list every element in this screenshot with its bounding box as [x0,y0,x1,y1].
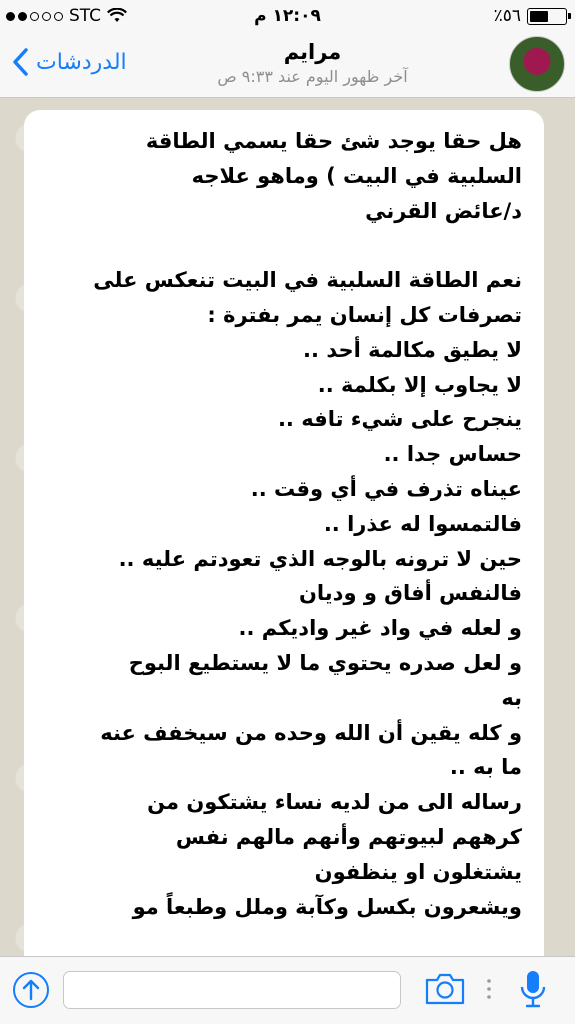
status-bar [0,0,575,32]
back-button-label: الدردشات [36,49,127,75]
microphone-icon[interactable] [518,969,548,1009]
battery-fill [530,11,548,22]
input-bar [0,956,575,1024]
message-line: و كله يقين أن الله وحده من سيخفف عنه [100,720,522,745]
chat-header [0,32,575,98]
message-line: حين لا ترونه بالوجه الذي تعودتم عليه .. [118,546,522,571]
message-input[interactable] [63,971,401,1009]
message-line: عيناه تذرف في أي وقت .. [250,476,522,501]
contact-name: مرايم [283,40,342,64]
status-right [494,6,567,26]
status-time: ١٢:٠٩ م [254,6,321,26]
message-line: ينجرح على شيء تافه .. [277,407,522,432]
message-line: السلبية في البيت ) وماهو علاجه [191,163,522,188]
last-seen: آخر ظهور اليوم عند ٩:٣٣ ص [217,67,408,86]
message-line: ويشعرون بكسل وكآبة وملل وطبعاً مو [132,894,522,919]
message-line: به [501,685,522,710]
message-line: فالنفس أفاق و وديان [298,581,522,606]
battery-nub [568,13,571,19]
battery-icon [527,8,567,25]
chevron-left-icon [10,46,32,78]
contact-info[interactable] [140,40,485,86]
chat-area[interactable] [0,98,575,956]
message-line: تصرفات كل إنسان يمر بفترة : [207,302,522,327]
message-line: ما به .. [449,755,522,780]
message-line [46,228,522,263]
message-line: يشتغلون او ينظفون [314,859,522,884]
message-line: حساس جدا .. [383,442,522,467]
avatar[interactable] [509,36,565,92]
message-bubble[interactable] [24,110,544,956]
carrier-name: STC [69,6,102,26]
upload-arrow-icon[interactable] [12,971,50,1009]
message-line: لا يجاوب إلا بكلمة .. [317,372,522,397]
message-line: د/عائض القرني [365,198,522,223]
message-line: و لعل صدره يحتوي ما لا يستطيع البوح [128,650,522,675]
back-button[interactable] [10,46,127,78]
message-line: كرههم لبيوتهم وأنهم مالهم نفس [175,824,522,849]
message-line: فالتمسوا له عذرا .. [323,511,522,536]
message-line: هل حقا يوجد شئ حقا يسمي الطاقة [145,129,522,153]
message-line: و لعله في واد غير واديكم .. [238,616,522,641]
message-line: رساله الى من لديه نساء يشتكون من [147,790,522,815]
message-line: لا يطيق مكالمة أحد .. [303,337,522,362]
camera-icon[interactable] [424,971,466,1007]
vertical-dots-icon[interactable] [482,971,496,1007]
battery-percent: ٪٥٦ [493,6,521,26]
message-text [46,124,522,924]
message-line: نعم الطاقة السلبية في البيت تنعكس على [93,268,522,293]
